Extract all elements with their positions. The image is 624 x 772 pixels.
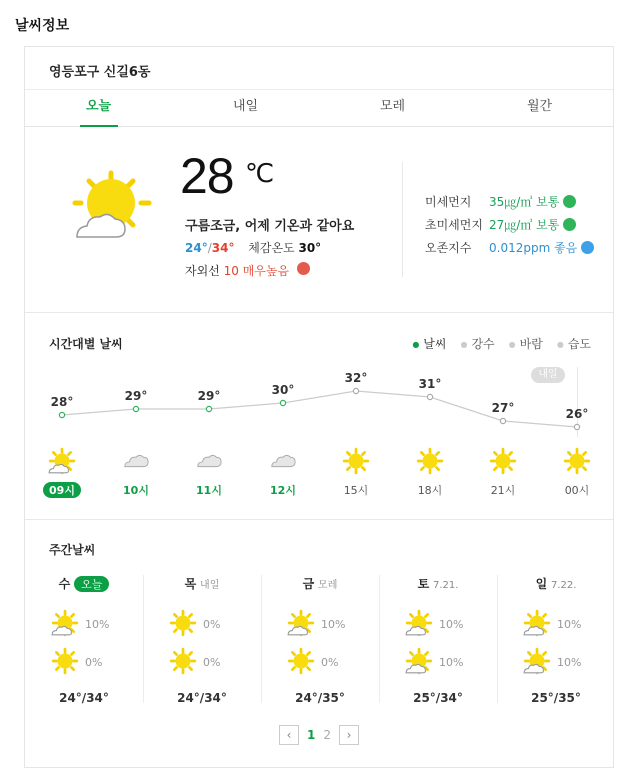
temp-point [500,418,505,423]
uv-index: 자외선 10 매우높음 [185,262,310,279]
hour-temp: 27° [491,401,515,415]
weather-summary: 구름조금, 어제 기온과 같아요 [185,219,355,234]
partly-cloudy-icon [51,609,79,640]
hour-temp: 29° [197,389,221,403]
location-title: 영등포구 신길6동 [49,65,151,80]
high-temp: 34° [211,241,235,255]
hour-label: 15시 [343,484,369,497]
hour-temp: 26° [565,407,589,421]
hour-label: 11시 [196,484,222,497]
partly-cloudy-icon [523,609,551,640]
hourly-title: 시간대별 날씨 [49,337,123,351]
divider [25,312,613,313]
day-temp-range: 25°/35° [531,691,581,705]
am-precip: 10% [557,618,582,631]
weekly-day-column [143,575,261,703]
pm-precip: 10% [557,656,582,669]
pm-precip: 0% [85,656,103,669]
hour-temp: 30° [271,383,295,397]
hour-column [184,447,234,498]
weekly-day-column [261,575,379,703]
pm-precip: 0% [203,656,221,669]
normal-face-icon [563,218,576,231]
page-1[interactable]: 1 [307,728,316,742]
weather-card [24,46,614,768]
sunny-icon [478,447,528,478]
day-sub: 모레 [318,580,338,591]
legend-weather[interactable]: ● 날씨 [412,335,446,352]
weekly-day-column [497,575,615,703]
legend-humidity[interactable]: ● 습도 [557,335,591,352]
sunny-icon [51,647,79,678]
weekly-day-column [25,575,143,703]
legend-rain[interactable]: ● 강수 [460,335,494,352]
partly-cloudy-icon [405,647,433,678]
hour-column [552,447,602,498]
temp-unit: ℃ [245,159,275,189]
low-temp: 24° [185,241,208,255]
air-ozone: 오존지수 0.012ppm 좋음 [425,239,594,256]
bad-face-icon [297,262,310,275]
hourly-legend [412,335,591,352]
pm-precip: 10% [439,656,464,669]
day-name: 목 [184,577,197,591]
temp-point [133,406,138,411]
am-precip: 10% [321,618,346,631]
hour-column [331,447,381,498]
divider [402,162,403,277]
today-badge: 오늘 [74,576,109,592]
tab-monthly[interactable]: 월간 [526,99,553,114]
am-precip: 0% [203,618,221,631]
tab-today[interactable]: 오늘 [25,90,172,126]
sunny-icon [405,447,455,478]
divider [25,519,613,520]
page-title: 날씨정보 [15,18,70,34]
day-temp-range: 24°/34° [177,691,227,705]
air-ultrafine-dust: 초미세먼지 27㎍/㎥ 보통 [425,216,576,233]
good-face-icon [581,241,594,254]
temp-point [280,400,285,405]
sunny-icon [287,647,315,678]
hour-column [478,447,528,498]
day-temp-range: 25°/34° [413,691,463,705]
day-name: 일 [535,577,548,591]
day-name: 금 [302,577,315,591]
next-page-button[interactable]: › [339,725,359,745]
weekly-day-column [379,575,497,703]
weekly-title: 주간날씨 [49,543,96,557]
sunny-icon [331,447,381,478]
partly-cloudy-icon [287,609,315,640]
sunny-icon [169,609,197,640]
partly-cloudy-icon [523,647,551,678]
pagination [25,725,613,745]
cloudy-icon [111,447,161,478]
am-precip: 10% [439,618,464,631]
hour-temp: 31° [418,377,442,391]
hour-label: 10시 [123,484,149,497]
feels-like: 체감온도 30° [248,241,322,255]
hour-temp: 28° [50,395,74,409]
temp-point [59,412,64,417]
prev-page-button[interactable]: ‹ [279,725,299,745]
hour-label: 09시 [43,482,81,498]
temp-point [574,424,579,429]
hour-temp: 29° [124,389,148,403]
cloudy-icon [184,447,234,478]
hour-label: 00시 [564,484,590,497]
partly-cloudy-icon [67,167,157,257]
partly-cloudy-icon [405,609,433,640]
cloudy-icon [258,447,308,478]
current-temp: 28 [180,148,234,204]
partly-cloudy-icon [37,447,87,478]
min-max-temp: 24°/34° 체감온도 30° [185,241,322,255]
tab-day-after[interactable]: 모레 [379,99,406,114]
pm-precip: 0% [321,656,339,669]
day-tabs [25,89,613,127]
day-sub: 내일 [200,580,220,591]
temp-point [206,406,211,411]
tab-tomorrow[interactable]: 내일 [232,99,259,114]
am-precip: 10% [85,618,110,631]
hour-column [111,447,161,498]
air-fine-dust: 미세먼지 35㎍/㎥ 보통 [425,193,576,210]
day-sub: 7.21. [432,580,459,591]
temp-point [427,394,432,399]
day-sub: 7.22. [550,580,577,591]
tomorrow-badge: 내일 [531,367,565,383]
day-temp-range: 24°/34° [59,691,109,705]
hour-temp: 32° [344,371,368,385]
day-temp-range: 24°/35° [295,691,345,705]
hour-label: 21시 [490,484,516,497]
hour-column [405,447,455,498]
hour-label: 12시 [270,484,296,497]
legend-wind[interactable]: ● 바람 [509,335,543,352]
normal-face-icon [563,195,576,208]
sunny-icon [169,647,197,678]
day-name: 토 [417,577,430,591]
hour-column [258,447,308,498]
page-2[interactable]: 2 [323,728,331,742]
hour-label: 18시 [417,484,443,497]
sunny-icon [552,447,602,478]
day-name: 수 [58,577,71,591]
hour-column [37,447,87,498]
temp-point [353,388,358,393]
